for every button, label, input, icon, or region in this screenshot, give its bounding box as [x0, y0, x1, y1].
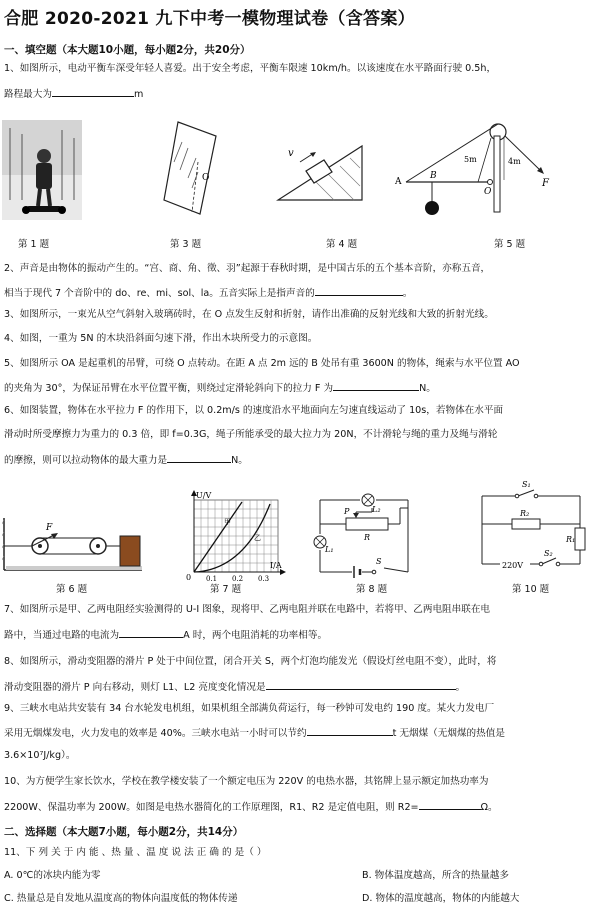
figure-1-caption: 第 1 题: [18, 239, 50, 250]
figure-8-label-l1: L₁: [325, 545, 334, 554]
page-title: 合肥 2020-2021 九下中考一模物理试卷（含答案）: [4, 9, 415, 29]
figure-7-origin-label: 0: [186, 573, 192, 582]
question-7-line-2: 路中，当通过电路的电流为 A 时，两个电阻消耗的功率相等。: [4, 627, 327, 643]
figure-5-label-o: O: [484, 187, 492, 197]
question-10-line-2: 2200W、保温功率为 200W。如图是电热水器简化的工作原理图，R1、R2 是定值电阻，则 R2= Ω。: [4, 799, 498, 815]
section-fill-in-heading: 一、填空题（本大题10小题，每小题2分，共20分）: [4, 44, 251, 56]
figure-10-caption: 第 10 题: [512, 584, 550, 595]
figure-5-crane-arm: [392, 120, 564, 220]
question-1-line-2: 路程最大为 m: [4, 86, 143, 102]
question-6-line-3: 的摩擦，则可以拉动物体的最大重力是 N。: [4, 452, 248, 468]
figure-7-x-axis-label: I/A: [270, 561, 282, 570]
answer-blank: [266, 679, 456, 690]
figure-6-caption: 第 6 题: [56, 584, 88, 595]
figure-6-label-f: F: [46, 523, 53, 533]
figure-4-label-v: v: [288, 148, 294, 159]
question-11-option-c: C. 热量总是自发地从温度高的物体向温度低的物体传递: [4, 893, 238, 904]
figure-8-label-p: P: [344, 507, 350, 516]
question-11-option-b: B. 物体温度越高，所含的热量越多: [362, 870, 509, 881]
question-11-option-d: D. 物体的温度越高，物体的内能越大: [362, 893, 520, 904]
question-5-line-1: 5、如图所示 OA 是起重机的吊臂，可绕 O 点转动。在距 A 点 2m 远的 B 处吊有重 3600N 的物体，绳索与水平位置 AO: [4, 358, 520, 369]
figure-7-series-label-yi: 乙: [254, 534, 261, 542]
figure-8-label-s: S: [376, 557, 382, 566]
question-1-line-1: 1、如图所示，电动平衡车深受年轻人喜爱。出于安全考虑，平衡车限速 10km/h。以该速度在水平路面行驶 0.5h，: [4, 63, 497, 74]
figure-5-label-f: F: [542, 178, 549, 189]
figure-6-pulley-block: [2, 514, 144, 576]
question-8-line-2: 滑动变阻器的滑片 P 向右移动，则灯 L1、L2 亮度变化情况是 。: [4, 679, 465, 695]
figure-7-tick-label: 0.1: [206, 575, 218, 583]
question-11-stem: 11、下 列 关 于 内 能 、热 量 、温 度 说 法 正 确 的 是（ ）: [4, 847, 267, 858]
question-6-line-2: 滑动时所受摩擦力为重力的 0.3 倍，即 f=0.3G，绳子所能承受的最大拉力为 20N，不计滑轮与绳的重力及绳与滑轮: [4, 429, 498, 440]
question-8-line-1: 8、如图所示，滑动变阻器的滑片 P 处于中间位置，闭合开关 S，两个灯泡均能发光（假设灯丝电阻不变），此时，将: [4, 656, 497, 667]
figure-10-label-r1: R₁: [566, 535, 576, 544]
answer-blank: [333, 380, 419, 391]
figure-3-label-o: O: [202, 173, 210, 183]
figure-8-label-l2: L₂: [372, 505, 381, 514]
figure-5-label-a: A: [395, 177, 402, 187]
question-9-line-3: 3.6×10⁷J/kg）。: [4, 750, 76, 761]
figure-3-glass-prism: [158, 118, 228, 218]
figure-8-label-r: R: [364, 533, 371, 542]
figure-5-label-b: B: [430, 171, 437, 181]
figure-4-incline-block: [276, 138, 366, 204]
figure-10-label-s1: S₁: [522, 480, 531, 489]
figure-5-caption: 第 5 题: [494, 239, 526, 250]
figure-5-label-5m: 5m: [464, 155, 477, 164]
figure-10-heater-circuit: [474, 476, 590, 580]
answer-blank: [315, 285, 403, 296]
question-3: 3、如图所示，一束光从空气斜射入玻璃砖时，在 O 点发生反射和折射，请作出准确的反射光线和大致的折射光线。: [4, 309, 494, 320]
answer-blank: [419, 799, 481, 810]
figure-10-label-voltage: 220V: [502, 561, 524, 570]
question-2-line-2: 相当于现代 7 个音阶中的 do、re、mi、sol、la。五音实际上是指声音的 。: [4, 285, 412, 301]
question-4: 4、如图，一重为 5N 的木块沿斜面匀速下滑，作出木块所受力的示意图。: [4, 333, 318, 344]
figure-5-label-4m: 4m: [508, 157, 521, 166]
figure-7-y-axis-label: U/V: [196, 491, 212, 500]
figure-8-circuit: [312, 488, 416, 584]
figure-7-series-label-jia: 甲: [224, 518, 231, 526]
question-10-line-1: 10、为方便学生家长饮水，学校在教学楼安装了一个额定电压为 220V 的电热水器，其铭牌上显示额定加热功率为: [4, 776, 489, 787]
figure-1-balance-scooter-photo: [2, 120, 82, 220]
answer-blank: [119, 627, 183, 638]
figure-3-caption: 第 3 题: [170, 239, 202, 250]
question-11-option-a: A. 0℃的冰块内能为零: [4, 870, 101, 881]
question-9-line-2: 采用无烟煤发电，火力发电的效率是 40%。三峡水电站一小时可以节约 t 无烟煤（无烟煤的热值是: [4, 725, 505, 741]
question-6-line-1: 6、如图装置，物体在水平拉力 F 的作用下，以 0.2m/s 的速度沿水平地面向左匀速直线运动了 10s，若物体在水平面: [4, 405, 504, 416]
question-5-line-2: 的夹角为 30°，为保证吊臂在水平位置平衡，则绕过定滑轮斜向下的拉力 F 为 N。: [4, 380, 436, 396]
figure-7-tick-label: 0.3: [258, 575, 270, 583]
answer-blank: [167, 452, 231, 463]
figure-7-caption: 第 7 题: [210, 584, 242, 595]
question-7-line-1: 7、如图所示是甲、乙两电阻经实验测得的 U-I 图象，现将甲、乙两电阻并联在电路中，若将甲、乙两电阻串联在电: [4, 604, 491, 615]
figure-8-caption: 第 8 题: [356, 584, 388, 595]
figure-10-label-s2: S₂: [544, 549, 553, 558]
section-choice-heading: 二、选择题（本大题7小题，每小题2分，共14分）: [4, 826, 244, 838]
figure-10-label-r2: R₂: [520, 509, 530, 518]
figure-4-caption: 第 4 题: [326, 239, 358, 250]
figure-7-u-i-graph: [180, 488, 288, 584]
question-2-line-1: 2、声音是由物体的振动产生的。“宫、商、角、徵、羽”起源于春秋时期，是中国古乐的五个基本音阶，亦称五音，: [4, 263, 491, 274]
answer-blank: [307, 725, 393, 736]
answer-blank: [52, 86, 134, 97]
question-9-line-1: 9、三峡水电站共安装有 34 台水轮发电机组，如果机组全部满负荷运行，每一秒钟可发电约 190 度。某火力发电厂: [4, 703, 495, 714]
figure-7-tick-label: 0.2: [232, 575, 244, 583]
